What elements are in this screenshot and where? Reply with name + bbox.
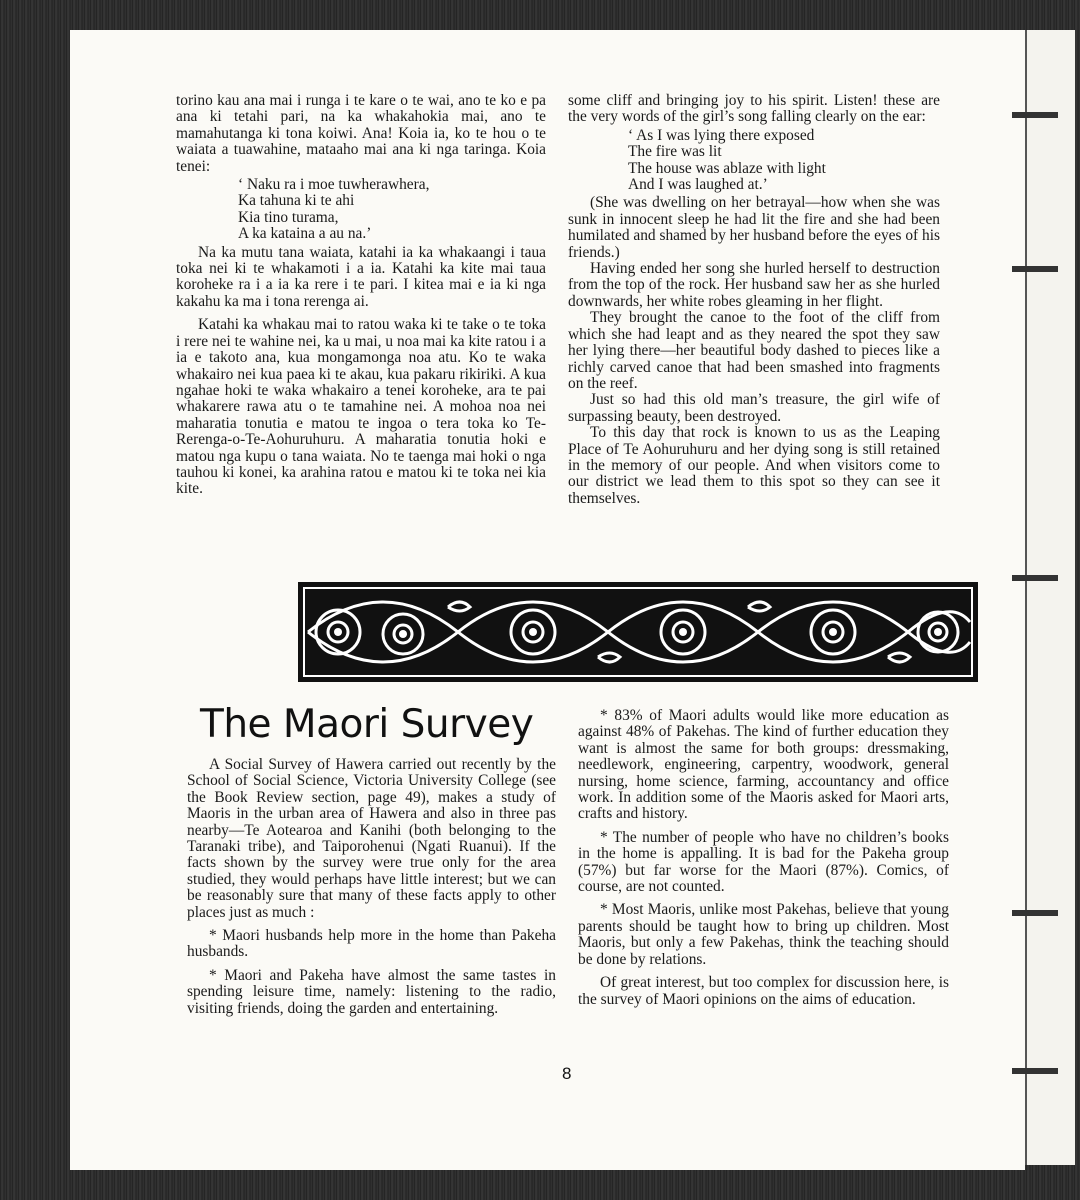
- binding-mark: [1012, 112, 1058, 118]
- verse-line: ‘ Naku ra i moe tuwherawhera,: [238, 176, 430, 194]
- survey-point: * Maori husbands help more in the home than Pakeha husbands.: [187, 927, 556, 961]
- binding-mark: [1012, 266, 1058, 272]
- survey-right-column: [578, 708, 949, 1008]
- kowhaiwhai-pattern: [298, 582, 978, 682]
- survey-paragraph: A Social Survey of Hawera carried out recently by the School of Social Science, Victoria University College (see the Book Review section, page 49), makes a study of Maoris in the urban area of Hawera and also in three pas nearby—Te Aotearoa and Kanihi (both belonging to the Taranaki tribe), and Taiporohenui (Ngati Ruanui). If the facts shown by the survey were true only for the area studied, they would perhaps have little interest; but we can be reasonably sure that many of these facts apply to other places just as much :: [187, 756, 556, 921]
- story-paragraph: To this day that rock is known to us as the Leaping Place of Te Aohuruhuru and her dying song is still retained in the memory of our people. And when visitors come to our district we lead them to this spot so they can see it themselves.: [568, 424, 940, 507]
- story-paragraph: (She was dwelling on her betrayal—how when she was sunk in innocent sleep he had lit the fire and she had been humilated and shamed by her husband before the eyes of his friends.): [568, 194, 940, 261]
- binding-mark: [1012, 575, 1058, 581]
- story-paragraph: Na ka mutu tana waiata, katahi ia ka whakaangi i taua toka nei ki te whakamoti i a ia. Katahi ka kite mai taua koroheke ra i a ia ka rere i te pari. I kitea mai e ia ki nga kakahu ka ma i tona rerenga ai.: [176, 243, 546, 310]
- verse-line: The fire was lit: [628, 143, 722, 161]
- story-paragraph: Having ended her song she hurled herself to destruction from the top of the rock. Her husband saw her as she hurled downwards, her white robes gleaming in her flight.: [568, 260, 940, 310]
- maori-verse: [238, 177, 546, 243]
- binding-mark: [1012, 1068, 1058, 1074]
- verse-line: A ka kataina a au na.’: [238, 225, 372, 243]
- binding-mark: [1012, 910, 1058, 916]
- survey-title: The Maori Survey: [200, 702, 534, 747]
- story-paragraph: some cliff and bringing joy to his spirit. Listen! these are the very words of the girl’s song falling clearly on the ear:: [568, 92, 940, 126]
- kowhaiwhai-banner: [298, 582, 978, 682]
- survey-paragraph: Of great interest, but too complex for discussion here, is the survey of Maori opinions on the aims of education.: [578, 974, 949, 1008]
- verse-line: And I was laughed at.’: [628, 176, 768, 194]
- english-verse: [628, 128, 940, 194]
- survey-point: * 83% of Maori adults would like more education as against 48% of Pakehas. The kind of further education they want is almost the same for both groups: dressmaking, needlework, engineering, carpentry, woodwork, general nursing, home science, farming, accountancy and office work. In addition some of the Maoris asked for Maori arts, crafts and history.: [578, 707, 949, 823]
- verse-line: Ka tahuna ki te ahi: [238, 192, 355, 210]
- verse-line: Kia tino turama,: [238, 208, 339, 226]
- story-paragraph: torino kau ana mai i runga i te kare o te wai, ano te ko e pa ana ki tetahi pari, na ka whakahokia mai, ano te mamahutanga ki tona koiwi. Ana! Koia ia, ko te hou o te waiata a tuawahine, mataaho mai ana ki nga taringa. Koia tenei:: [176, 92, 546, 175]
- story-maori-column: [176, 93, 546, 498]
- story-paragraph: Katahi ka whakau mai to ratou waka ki te take o te toka i rere nei te wahine nei, ka u mai, u noa mai ka kite ratou i a ia e takoto ana, kua mongamonga noa atu. Ko te waka whakairo nei kua paea ki te akau, kua pakaru rikiriki. A kua ngahae hoki te waka whakairo a tenei koroheke, ara te pai whakarere rawa atu o te tamahine nei. A mohoa noa nei maharatia tonutia e matou te ingoa o tera toka ko Te-Rerenga-o-Te-Aohuruhuru. A maharatia tonutia hoki e matou nga kupu o tana waiata. No te taenga mai hoki o nga tauhou ki konei, ka arahina ratou e matou ki te toka nei kia kite.: [176, 316, 546, 498]
- page-number: 8: [562, 1064, 572, 1083]
- story-paragraph: They brought the canoe to the foot of the cliff from which she had leapt and as they neared the spot they saw her lying there—her beautiful body dashed to pieces like a richly carved canoe that had been smashed into fragments on the reef.: [568, 309, 940, 392]
- survey-left-column: [187, 757, 556, 1017]
- story-english-column: [568, 93, 940, 507]
- verse-line: ‘ As I was lying there exposed: [628, 126, 815, 144]
- survey-point: * The number of people who have no children’s books in the home is appalling. It is bad for the Pakeha group (57%) but far worse for the Maori (87%). Comics, of course, are not counted.: [578, 828, 949, 896]
- story-paragraph: Just so had this old man’s treasure, the girl wife of surpassing beauty, been destroyed.: [568, 391, 940, 425]
- survey-point: * Most Maoris, unlike most Pakehas, believe that young parents should be taught how to bring up children. Most Maoris, but only a few Pakehas, think the teaching should be done by relations.: [578, 901, 949, 968]
- verse-line: The house was ablaze with light: [628, 159, 826, 177]
- survey-point: * Maori and Pakeha have almost the same tastes in spending leisure time, namely: listening to the radio, visiting friends, doing the garden and entertaining.: [187, 966, 556, 1017]
- facing-page-edge: [1025, 30, 1075, 1165]
